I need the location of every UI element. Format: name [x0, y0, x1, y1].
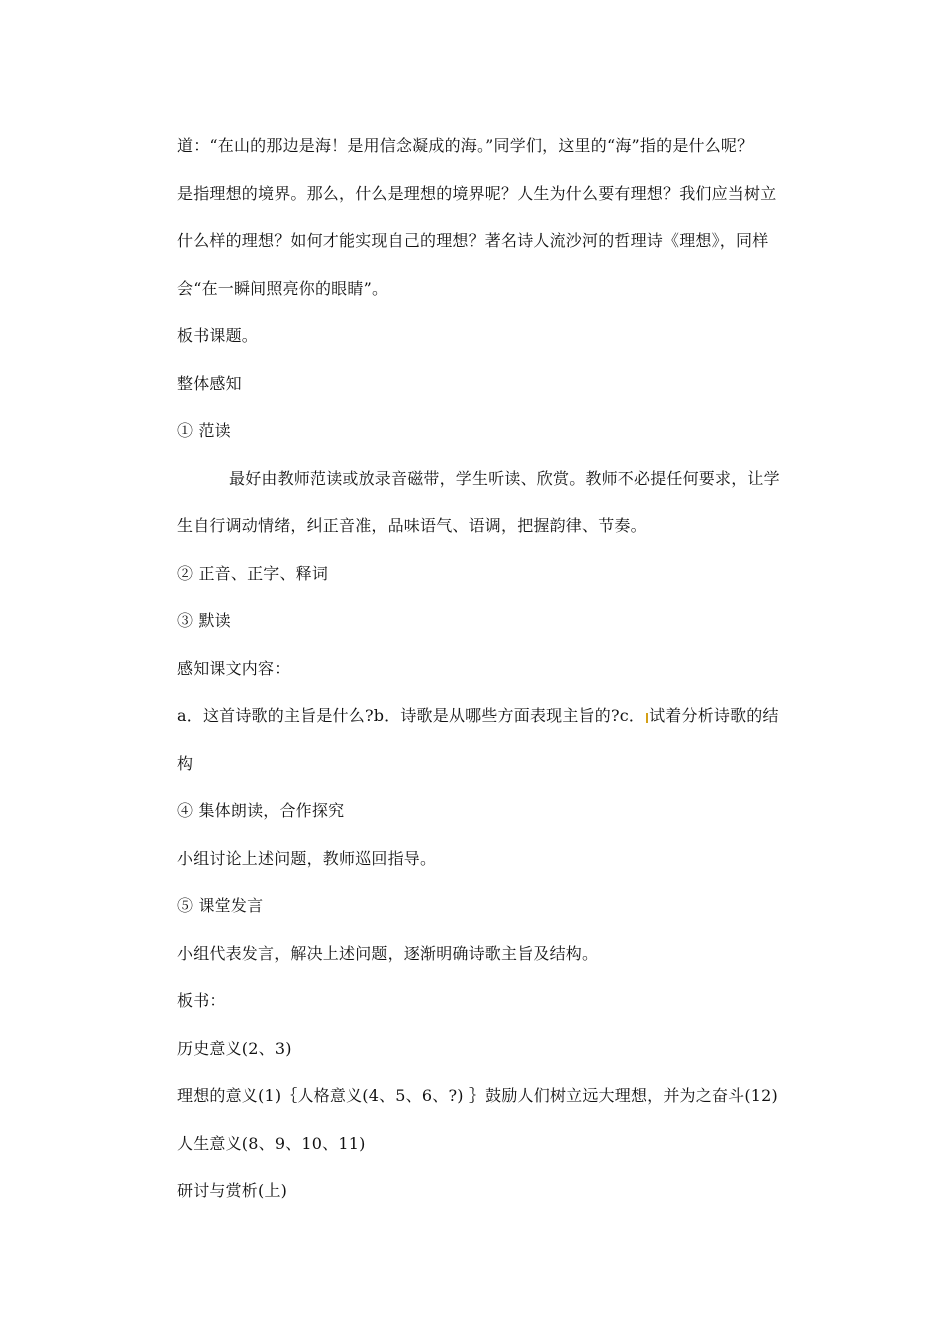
step-heading: ③ 默读: [177, 611, 231, 630]
board-item: 人生意义(8、9、10、11): [177, 1133, 366, 1153]
paragraph-line: 最好由教师范读或放录音磁带，学生听读、欣赏。教师不必提任何要求，让学: [229, 468, 780, 488]
paragraph-line: 什么样的理想？如何才能实现自己的理想？著名诗人流沙河的哲理诗《理想》，同样: [177, 231, 769, 250]
step-heading: ② 正音、正字、释词: [177, 563, 329, 583]
paragraph-line: 构: [177, 753, 194, 773]
question-text: a．这首诗歌的主旨是什么?b．诗歌是从哪些方面表现主旨的?c．: [177, 706, 646, 725]
step-heading: ① 范读: [177, 421, 231, 440]
board-item: 理想的意义(1)｛人格意义(4、5、6、?) ｝鼓励人们树立远大理想，并为之奋斗(12): [177, 1086, 778, 1105]
section-heading: 板书：: [177, 991, 226, 1010]
board-item: 历史意义(2、3): [177, 1038, 292, 1058]
paragraph-line: 是指理想的境界。那么，什么是理想的境界呢？人生为什么要有理想？我们应当树立: [177, 183, 777, 203]
section-heading: 整体感知: [177, 373, 242, 393]
document-body: [177, 122, 827, 1215]
section-note: 板书课题。: [177, 326, 259, 345]
step-heading: ⑤ 课堂发言: [177, 896, 264, 915]
paragraph-line: 小组讨论上述问题，教师巡回指导。: [177, 848, 437, 868]
paragraph-line: 会“在一瞬间照亮你的眼睛”。: [177, 278, 389, 298]
section-heading: 感知课文内容：: [177, 658, 291, 678]
paragraph-line: 小组代表发言，解决上述问题，逐渐明确诗歌主旨及结构。: [177, 943, 599, 963]
question-text-continued: 试着分析诗歌的结: [649, 706, 779, 725]
section-heading: 研讨与赏析(上): [177, 1181, 288, 1200]
step-heading: ④ 集体朗读，合作探究: [177, 801, 345, 820]
paragraph-line: 道：“在山的那边是海！是用信念凝成的海。”同学们，这里的“海”指的是什么呢？: [177, 136, 754, 155]
question-line: [177, 692, 827, 740]
cursor-mark: [646, 713, 648, 723]
paragraph-line: 生自行调动情绪，纠正音准，品味语气、语调，把握韵律、节奏。: [177, 516, 647, 535]
